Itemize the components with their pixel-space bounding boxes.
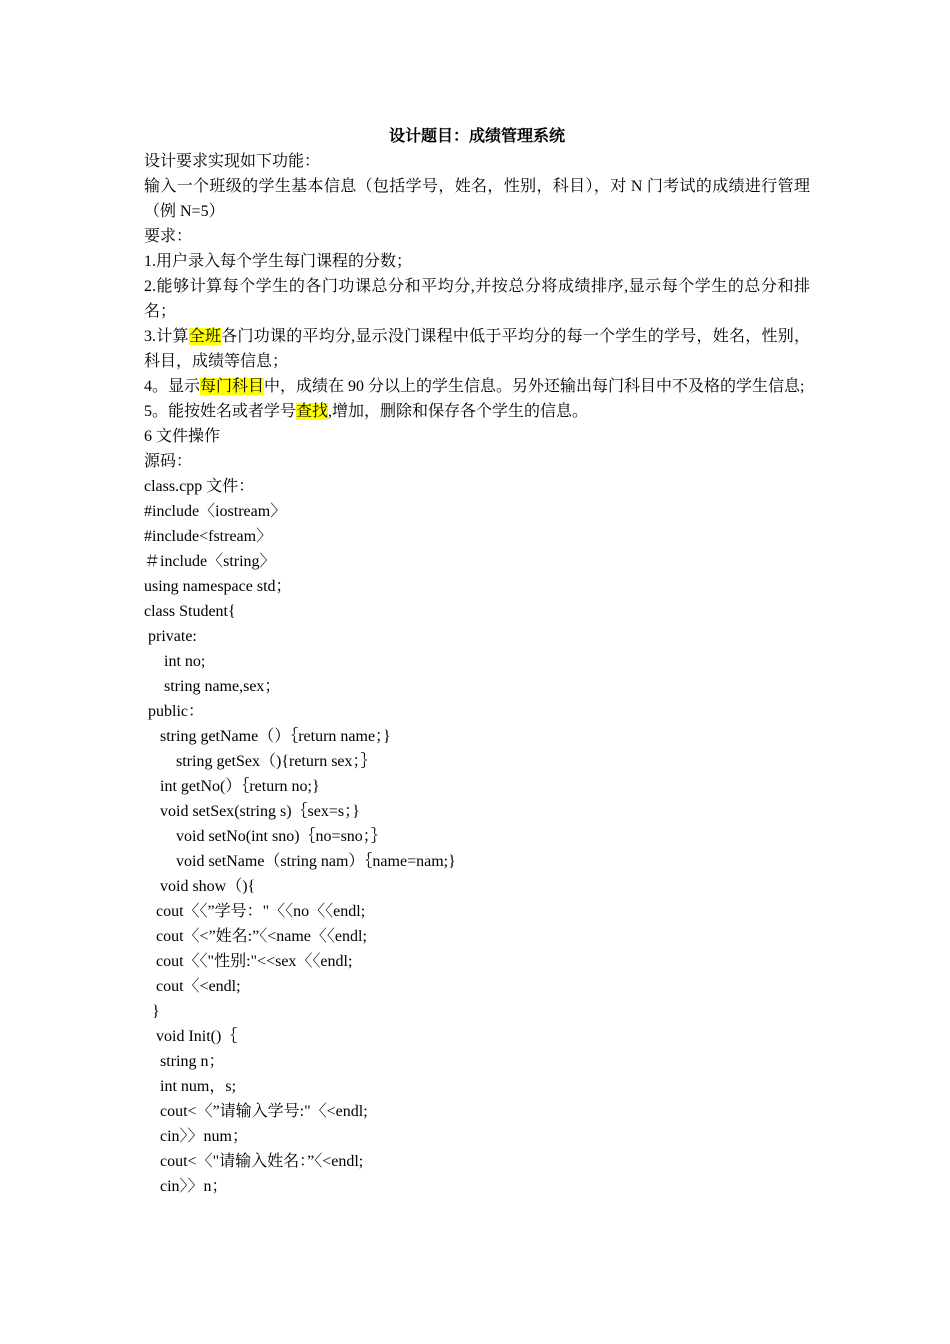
code-line: int num，s;	[144, 1078, 237, 1095]
requirement-4	[144, 374, 810, 399]
code-line: cout〈〈"性别:"<<sex〈〈endl;	[144, 953, 353, 970]
code-line: }	[144, 1003, 160, 1020]
code-line: cout〈<”姓名:”〈<name〈〈endl;	[144, 928, 367, 945]
requirement-5	[144, 399, 810, 424]
requirement-1: 1.用户录入每个学生每门课程的分数；	[144, 253, 413, 270]
code-line: #include〈iostream〉	[144, 503, 287, 520]
description-text: 输入一个班级的学生基本信息（包括学号，姓名，性别，科目），对 N 门考试的成绩进行管理（例 N=5）	[144, 178, 810, 220]
code-line: void setNo(int sno)｛no=sno；｝	[144, 828, 387, 845]
code-line: #include<fstream〉	[144, 528, 273, 545]
requirement-5-before: 5。能按姓名或者学号	[144, 403, 297, 420]
requirement-4-highlight: 每门科目	[200, 378, 265, 395]
code-line: class Student{	[144, 603, 236, 620]
requirement-3-highlight: 全班	[188, 328, 222, 345]
code-line: void Init()｛	[144, 1028, 238, 1045]
requirement-6: 6 文件操作	[144, 428, 221, 445]
code-line: private:	[144, 628, 197, 645]
requirements-label: 要求：	[144, 228, 193, 245]
document-title: 设计题目：成绩管理系统	[388, 128, 565, 145]
requirement-3-before: 3.计算	[144, 328, 189, 345]
code-line: cout<〈”请输入学号:"〈<endl;	[144, 1103, 368, 1120]
code-line: string n；	[144, 1053, 225, 1070]
code-line: cout<〈"请输入姓名：”〈<endl;	[144, 1153, 364, 1170]
requirement-4-after: 中，成绩在 90 分以上的学生信息。另外还输出每门科目中不及格的学生信息;	[264, 378, 805, 395]
document-page	[144, 124, 810, 1199]
requirement-3-after: 各门功课的平均分,显示没门课程中低于平均分的每一个学生的学号，姓名，性别，科目，成绩等信息；	[144, 328, 810, 370]
requirement-3	[144, 324, 810, 374]
requirement-5-after: ,增加，删除和保存各个学生的信息。	[328, 403, 589, 420]
code-line: cout〈<endl;	[144, 978, 241, 995]
requirement-5-highlight: 查找	[296, 403, 329, 420]
code-line: ＃include〈string〉	[144, 553, 276, 570]
source-label: 源码：	[144, 453, 193, 470]
file-label: class.cpp 文件：	[144, 478, 255, 495]
code-line: string getSex（){return sex；｝	[144, 753, 377, 770]
code-line: cin〉〉num；	[144, 1128, 248, 1145]
intro-text: 设计要求实现如下功能：	[144, 153, 321, 170]
code-block	[144, 499, 810, 1199]
code-line: void setSex(string s)｛sex=s；}	[144, 803, 360, 820]
code-line: void show（){	[144, 878, 256, 895]
requirement-4-before: 4。显示	[144, 378, 201, 395]
code-line: cout〈〈”学号："〈〈no〈〈endl;	[144, 903, 366, 920]
code-line: using namespace std；	[144, 578, 292, 595]
code-line: public：	[144, 703, 204, 720]
code-line: string getName（）｛return name；}	[144, 728, 391, 745]
code-line: int no;	[144, 653, 206, 670]
requirement-2: 2.能够计算每个学生的各门功课总分和平均分,并按总分将成绩排序,显示每个学生的总分和排名；	[144, 278, 810, 320]
code-line: void setName（string nam）｛name=nam;}	[144, 853, 456, 870]
code-line: cin〉〉n；	[144, 1178, 228, 1195]
code-line: int getNo(）｛return no;}	[144, 778, 320, 795]
code-line: string name,sex；	[144, 678, 281, 695]
